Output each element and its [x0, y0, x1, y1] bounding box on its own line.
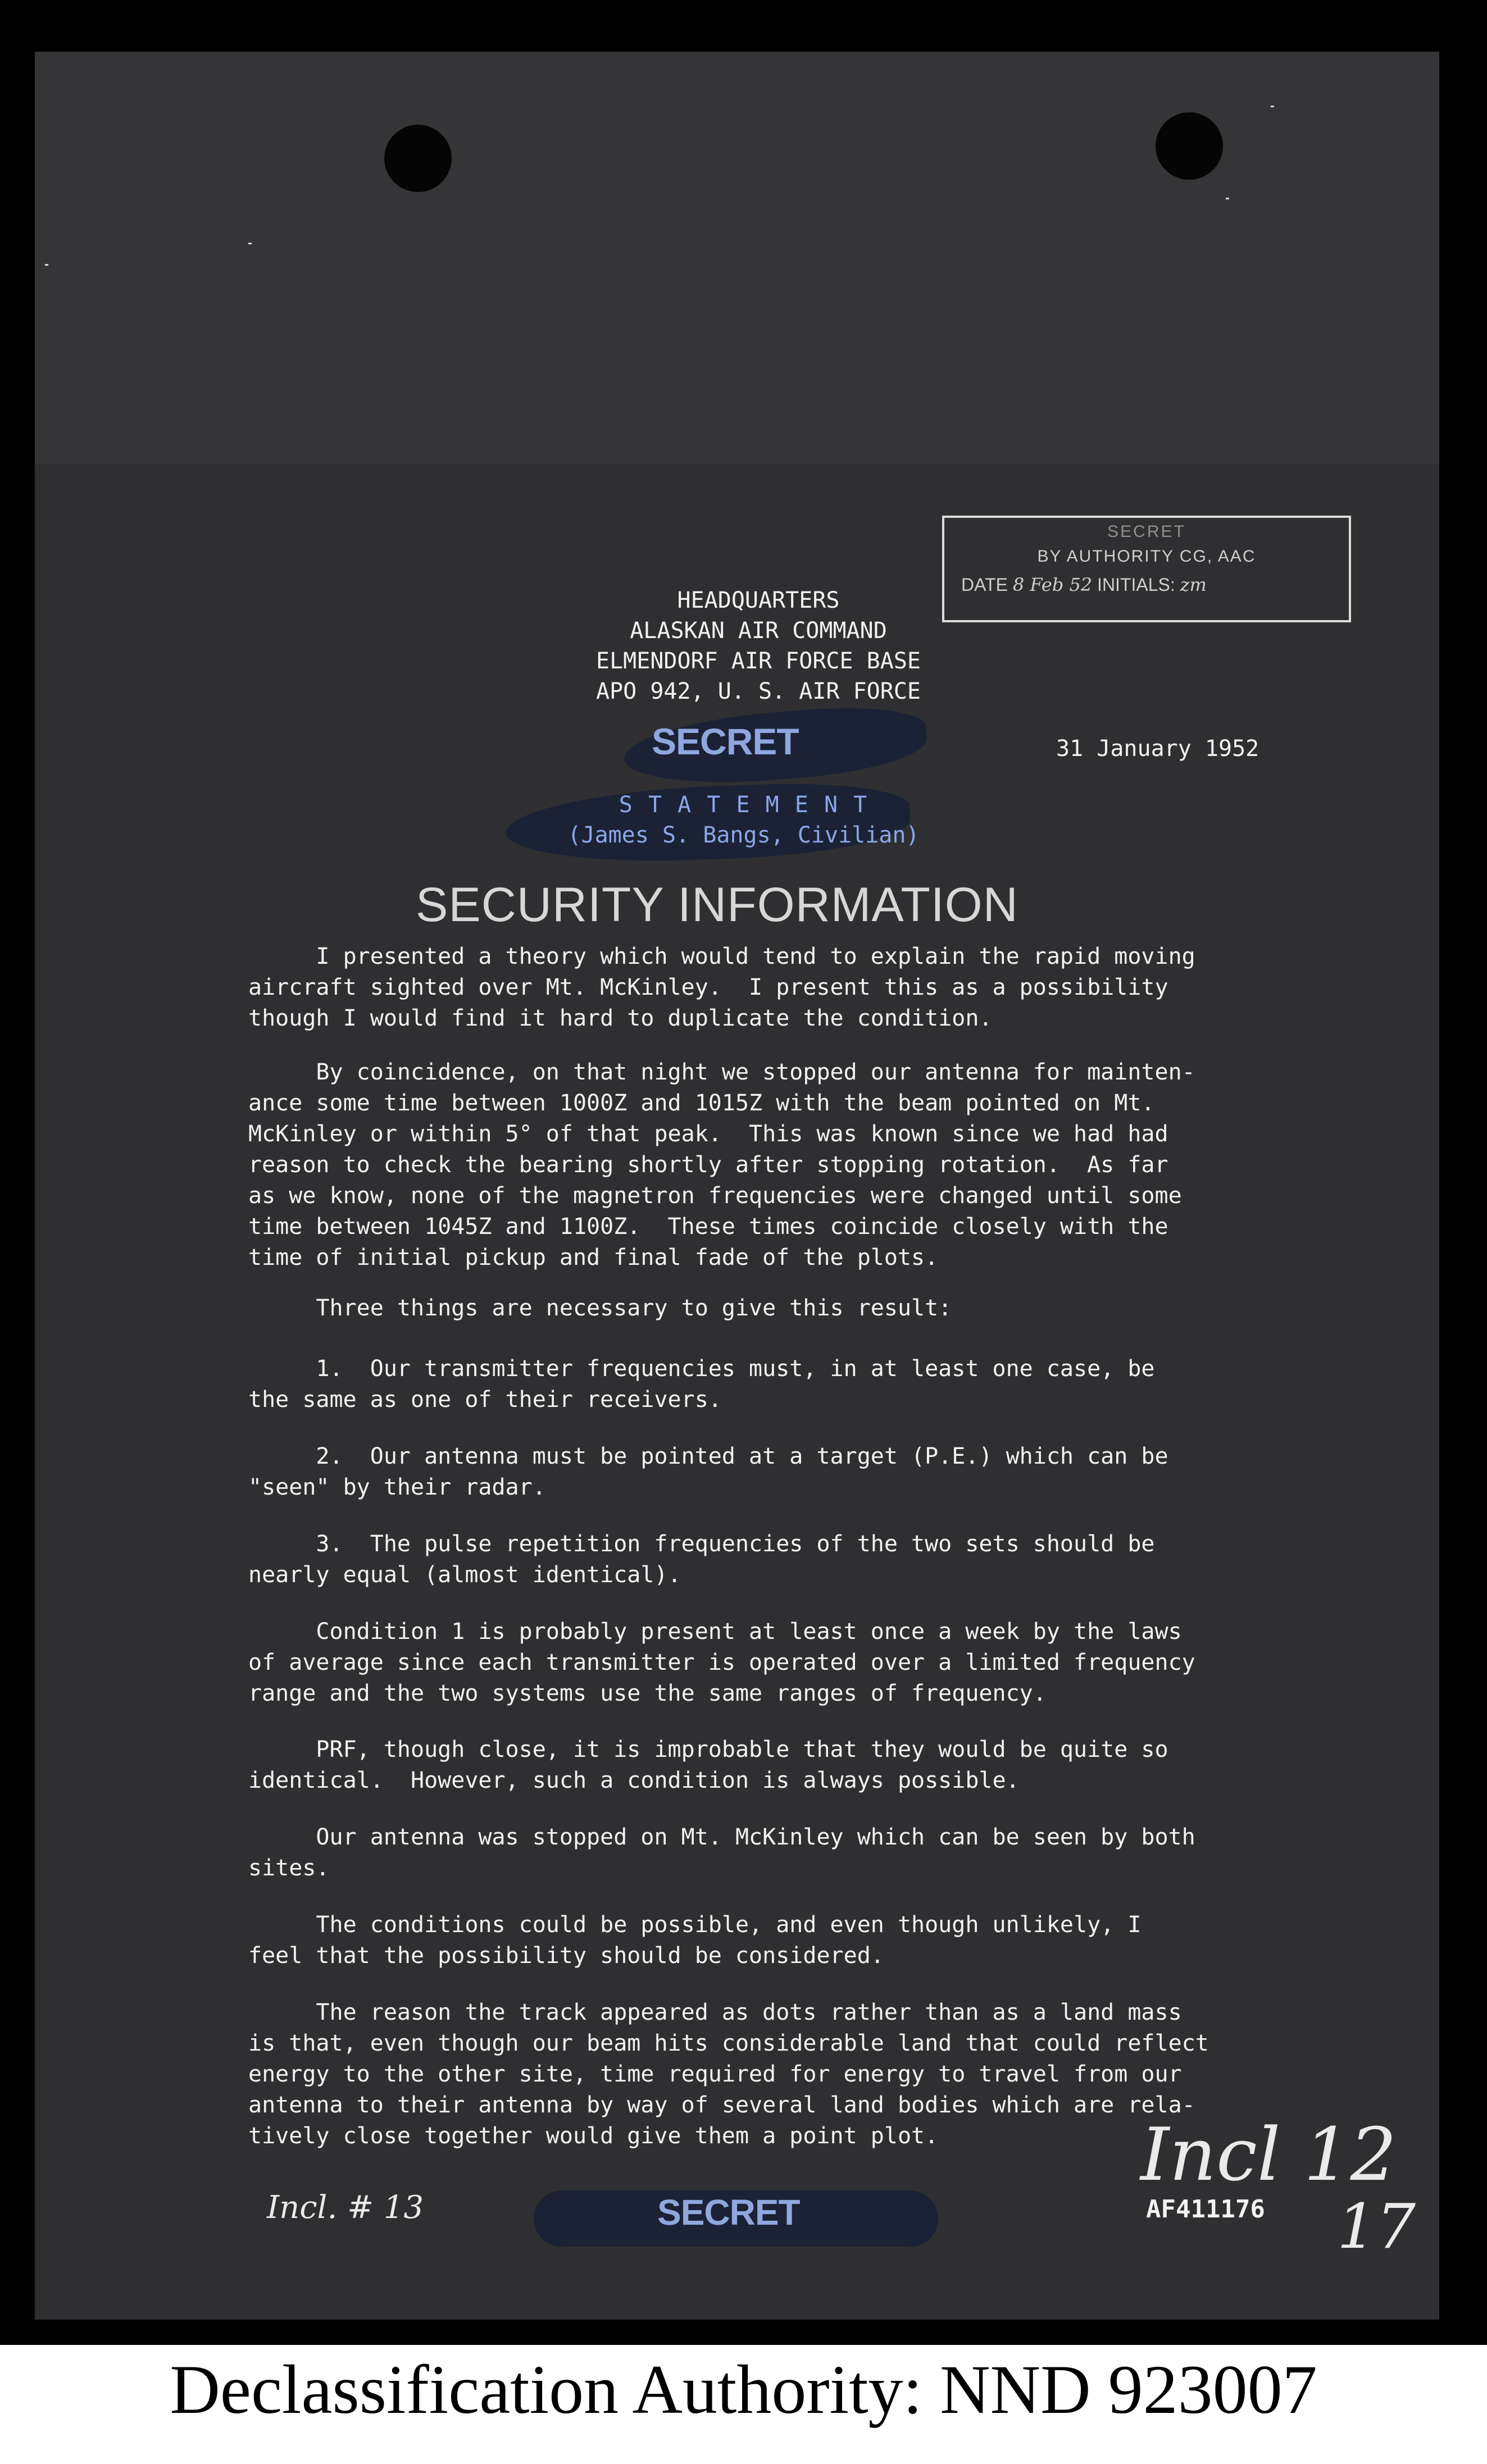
paragraph-2: By coincidence, on that night we stopped our antenna for mainten- ance some time between 1000Z and 1015Z with the beam pointed on Mt. McKinley or within 5° of that peak. This was known since we had had reason to check the bearing shortly after stopping rotation. As far as we know, none of the magnetron frequencies were changed until some time between 1045Z and 1100Z. These times coincide closely with the time of initial pickup and final fade of the plots.: [248, 1059, 1195, 1270]
dust-speck: [248, 243, 252, 244]
paragraph-4: 1. Our transmitter frequencies must, in at least one case, be the same as one of their receivers.: [248, 1356, 1155, 1413]
stamp-date-label: DATE: [961, 575, 1008, 595]
paragraph-10: The conditions could be possible, and even though unlikely, I feel that the possibility should be considered.: [248, 1912, 1142, 1969]
document-date: 31 January 1952: [1056, 736, 1259, 762]
handwritten-inclosure-right: Incl 12: [1140, 2112, 1397, 2197]
sheet-upper-shade: [35, 52, 1439, 464]
paragraph-11: The reason the track appeared as dots rather than as a land mass is that, even though our beam hits considerable land that could reflect energy to the other site, time required for energy to travel from our antenna to their antenna by way of several land bodies which are rela- tively close together would give them a point plot.: [248, 2000, 1209, 2149]
dust-speck: [1226, 198, 1229, 199]
dust-speck: [1271, 106, 1274, 107]
stamp-date-row: [961, 574, 1207, 595]
stamp-initials-label: INITIALS:: [1097, 575, 1175, 595]
paragraph-1: I presented a theory which would tend to explain the rapid moving aircraft sighted over Mt. McKinley. I present this as a possibility though I would find it hard to duplicate the condition.: [248, 944, 1195, 1031]
letterhead-line-3: ELMENDORF AIR FORCE BASE: [596, 648, 921, 674]
punch-hole-left: [384, 125, 452, 192]
paragraph-9: Our antenna was stopped on Mt. McKinley which can be seen by both sites.: [248, 1824, 1195, 1881]
declassification-authority-footer: Declassification Authority: NND 923007: [170, 2351, 1317, 2428]
letterhead-line-1: HEADQUARTERS: [677, 587, 840, 613]
security-information-stamp: SECURITY INFORMATION: [416, 878, 1018, 932]
paragraph-5: 2. Our antenna must be pointed at a target (P.E.) which can be "seen" by their radar.: [248, 1443, 1168, 1500]
declassification-stamp: [942, 516, 1351, 622]
paragraph-7: Condition 1 is probably present at least once a week by the laws of average since each transmitter is operated over a limited frequency range and the two systems use the same ranges of frequency.: [248, 1619, 1195, 1706]
handwritten-inclosure-left: Incl. # 13: [267, 2189, 424, 2226]
paragraph-8: PRF, though close, it is improbable that they would be quite so identical. However, such a condition is always possible.: [248, 1737, 1168, 1793]
paragraph-3: Three things are necessary to give this result:: [248, 1295, 952, 1321]
paragraph-6: 3. The pulse repetition frequencies of the two sets should be nearly equal (almost identical).: [248, 1531, 1155, 1588]
stamp-authority: BY AUTHORITY CG, AAC: [1037, 547, 1256, 566]
classification-stamp-top: SECRET: [652, 721, 799, 762]
document-title: S T A T E M E N T: [619, 792, 868, 818]
document-subtitle: (James S. Bangs, Civilian): [567, 822, 920, 848]
classification-stamp-bottom: SECRET: [657, 2192, 800, 2233]
file-number: AF411176: [1146, 2195, 1265, 2224]
punch-hole-right: [1156, 112, 1223, 180]
dust-speck: [45, 264, 48, 266]
stamp-classification: SECRET: [1107, 522, 1186, 541]
letterhead-line-2: ALASKAN AIR COMMAND: [630, 618, 887, 644]
stamp-date-value: 8 Feb 52: [1012, 574, 1093, 595]
stamp-initials-value: zm: [1180, 574, 1207, 595]
letterhead-line-4: APO 942, U. S. AIR FORCE: [596, 678, 921, 704]
handwritten-page-number: 17: [1337, 2190, 1416, 2262]
